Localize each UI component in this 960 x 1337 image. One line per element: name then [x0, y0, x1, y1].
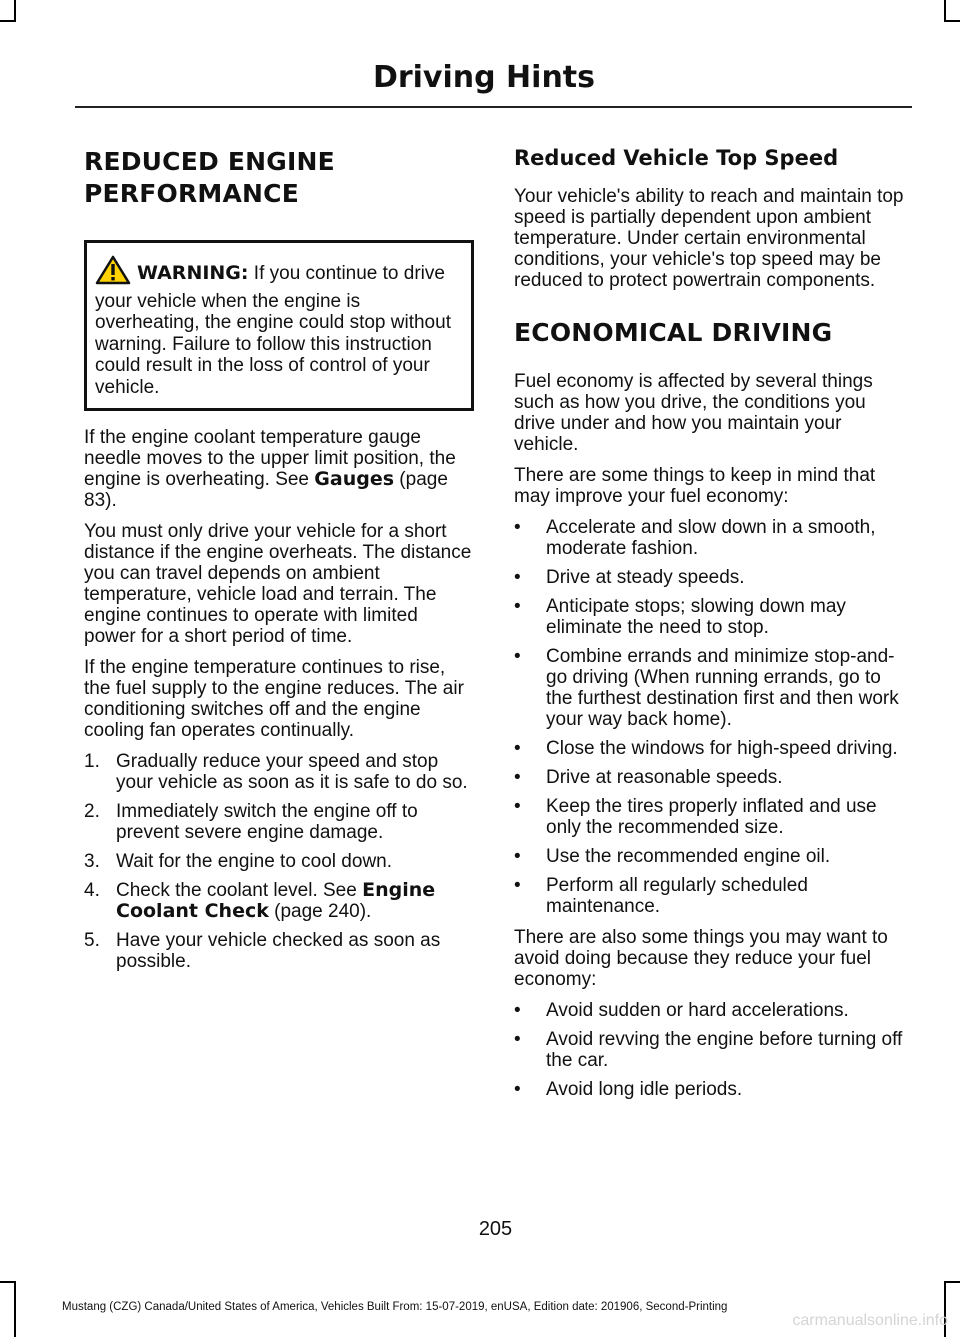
step-text: Wait for the engine to cool down. — [116, 851, 393, 872]
list-item — [514, 567, 908, 588]
crop-mark — [0, 20, 16, 22]
bullet-icon: • — [514, 1029, 521, 1050]
things-to-avoid-list — [514, 1000, 908, 1100]
list-item — [84, 751, 474, 793]
step-number: 2. — [84, 801, 100, 822]
list-item-text: Combine errands and minimize stop-and-go driving (When running errands, go to the furthest destination first and then work your way back home). — [546, 646, 899, 730]
list-item-text: Anticipate stops; slowing down may eliminate the need to stop. — [546, 596, 846, 638]
list-item-text: Accelerate and slow down in a smooth, moderate fashion. — [546, 517, 876, 559]
list-item — [514, 796, 908, 838]
list-item — [514, 517, 908, 559]
list-item-text: Drive at steady speeds. — [546, 567, 745, 588]
bullet-icon: • — [514, 1079, 521, 1100]
list-item — [84, 930, 474, 972]
bullet-icon: • — [514, 517, 521, 538]
header-divider — [75, 106, 912, 108]
list-item-text: Avoid long idle periods. — [546, 1079, 743, 1100]
crop-mark — [944, 0, 946, 20]
step-text: Gradually reduce your speed and stop your vehicle as soon as it is safe to do so. — [116, 751, 468, 793]
footer-text: Mustang (CZG) Canada/United States of America, Vehicles Built From: 15-07-2019, enUSA, Edition date: 201906, Second-Printing — [62, 1301, 728, 1313]
list-item — [514, 1079, 908, 1100]
bullet-icon: • — [514, 875, 521, 896]
list-item-text: Avoid revving the engine before turning off the car. — [546, 1029, 903, 1071]
list-item-text: Use the recommended engine oil. — [546, 846, 831, 867]
steps-list — [84, 751, 474, 972]
page-reference: (page 83). — [84, 469, 448, 511]
list-item-text: Drive at reasonable speeds. — [546, 767, 783, 788]
list-item — [514, 1029, 908, 1071]
page-number: 205 — [478, 1218, 513, 1240]
step-text: Check the coolant level. See — [116, 880, 363, 901]
step-text: Immediately switch the engine off to prevent severe engine damage. — [116, 801, 418, 843]
fuel-economy-tips-list — [514, 517, 908, 917]
bullet-icon: • — [514, 1000, 521, 1021]
list-item — [514, 596, 908, 638]
bullet-icon: • — [514, 596, 521, 617]
warning-label: WARNING: — [137, 262, 249, 284]
paragraph: If the engine temperature continues to rise, the fuel supply to the engine reduces. The air conditioning switches off and the engine cooling fan operates continually. — [84, 657, 464, 741]
bullet-icon: • — [514, 767, 521, 788]
subheading-reduced-vehicle-top-speed: Reduced Vehicle Top Speed — [514, 146, 839, 170]
bullet-icon: • — [514, 846, 521, 867]
gauges-link[interactable]: Gauges — [314, 468, 395, 490]
step-number: 3. — [84, 851, 100, 872]
list-item — [84, 801, 474, 843]
list-item — [514, 738, 908, 759]
list-item — [84, 880, 474, 922]
list-item — [514, 846, 908, 867]
warning-triangle-icon — [95, 255, 131, 291]
step-number: 5. — [84, 930, 100, 951]
crop-mark — [14, 0, 16, 20]
list-item-text: Avoid sudden or hard accelerations. — [546, 1000, 849, 1021]
list-item — [514, 646, 908, 730]
right-column — [514, 140, 908, 1110]
crop-mark — [14, 1281, 16, 1337]
engine-coolant-check-link[interactable]: Engine Coolant Check — [116, 879, 436, 922]
step-number: 4. — [84, 880, 100, 901]
paragraph: There are some things to keep in mind that may improve your fuel economy: — [514, 465, 876, 507]
bullet-icon: • — [514, 796, 521, 817]
page-reference: (page 240). — [268, 901, 372, 922]
list-item — [514, 875, 908, 917]
section-heading-economical-driving: ECONOMICAL DRIVING — [514, 318, 833, 347]
warning-box — [84, 240, 474, 411]
paragraph-text: If the engine coolant temperature gauge needle moves to the upper limit position, the engine is overheating. See — [84, 427, 456, 490]
paragraph: You must only drive your vehicle for a short distance if the engine overheats. The distance you can travel depends on ambient temperature, vehicle load and terrain. The engine continues to operate with limited power for a short period of time. — [84, 521, 472, 647]
list-item-text: Keep the tires properly inflated and use only the recommended size. — [546, 796, 877, 838]
page-header-title: Driving Hints — [372, 60, 595, 95]
paragraph: Fuel economy is affected by several things such as how you drive, the conditions you drive under and how you maintain your vehicle. — [514, 371, 873, 455]
section-heading-reduced-engine-performance: REDUCED ENGINE PERFORMANCE — [84, 147, 335, 208]
list-item — [514, 1000, 908, 1021]
list-item — [514, 767, 908, 788]
warning-text: If you continue to drive your vehicle when the engine is overheating, the engine could stop without warning. Failure to follow this instruction could result in the loss of control of your vehicle. — [95, 263, 451, 398]
paragraph: There are also some things you may want to avoid doing because they reduce your fuel economy: — [514, 927, 888, 990]
list-item — [84, 851, 474, 872]
list-item-text: Perform all regularly scheduled maintenance. — [546, 875, 808, 917]
crop-mark — [944, 1281, 960, 1283]
list-item-text: Close the windows for high-speed driving. — [546, 738, 898, 759]
crop-mark — [944, 20, 960, 22]
watermark: carmanualsonline.info — [792, 1312, 948, 1329]
bullet-icon: • — [514, 567, 521, 588]
paragraph: Your vehicle's ability to reach and maintain top speed is partially dependent upon ambient temperature. Under certain environmental conditions, your vehicle's top speed may be reduced to protect powertrain components. — [514, 186, 904, 291]
step-number: 1. — [84, 751, 100, 772]
step-text: Have your vehicle checked as soon as possible. — [116, 930, 441, 972]
bullet-icon: • — [514, 646, 521, 667]
left-column — [84, 140, 474, 982]
bullet-icon: • — [514, 738, 521, 759]
paragraph — [84, 427, 474, 511]
